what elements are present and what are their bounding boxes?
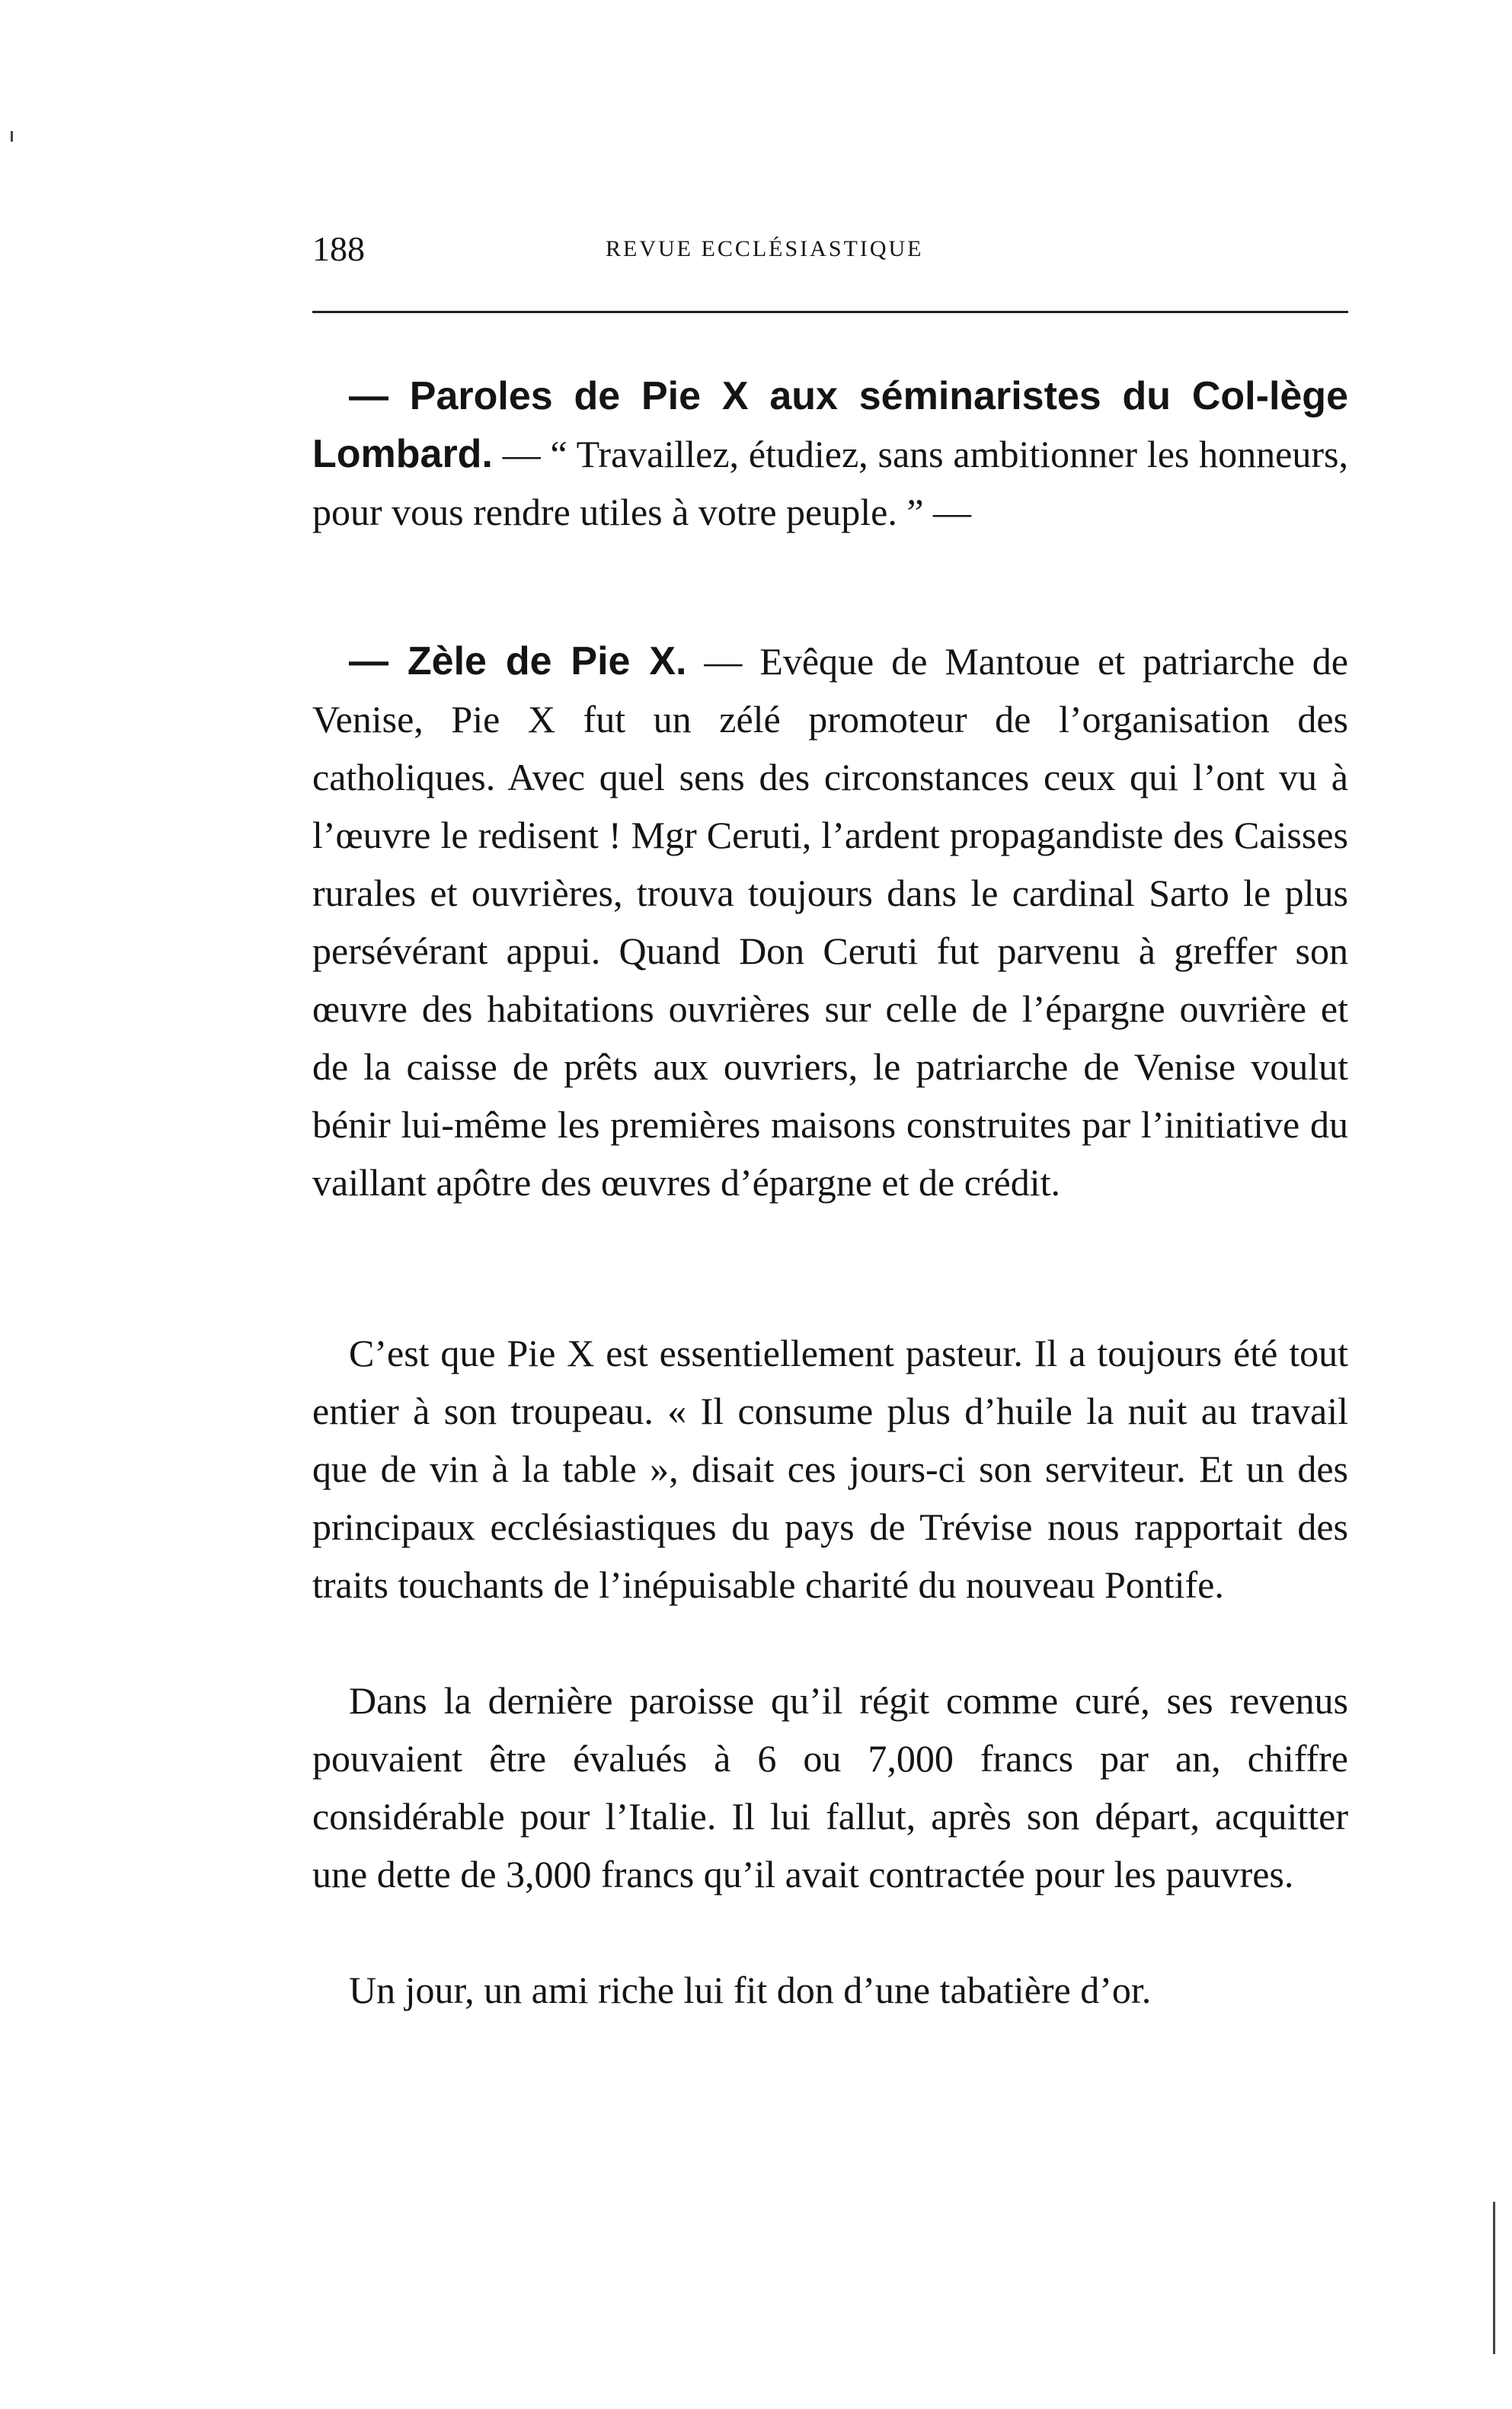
paragraph-body: — Evêque de Mantoue et patriarche de Venise, Pie X fut un zélé promoteur de l’organisation des catholiques. Avec quel sens des circonstances ceux qui l’ont vu à l’œuvre le redisent ! Mgr Ceruti, l’ardent propagandiste des Caisses rurales et ouvrières, trouva toujours dans le cardinal Sarto le plus persévérant appui. Quand Don Ceruti fut parvenu à greffer son œuvre des habitations ouvrières sur celle de l’épargne ouvrière et de la caisse de prêts aux ouvriers, le patriarche de Venise voulut bénir lui-même les premières maisons construites par l’initiative du vaillant apôtre des œuvres d’épargne et de crédit. xyxy=(312,640,1348,1204)
running-head: REVUE ECCLÉSIASTIQUE xyxy=(606,236,924,261)
page-number: 188 xyxy=(312,229,365,268)
page-header xyxy=(312,229,1348,274)
paragraph-paroisse xyxy=(312,1672,1348,1903)
paragraph-body: C’est que Pie X est essentiellement pasteur. Il a toujours été tout entier à son troupeau. « Il consume plus d’huile la nuit au travail que de vin à la table », disait ces jours-ci son serviteur. Et un des principaux ecclésiastiques du pays de Trévise nous rapportait des traits touchants de l’inépuisable charité du nouveau Pontife. xyxy=(312,1332,1348,1606)
paragraph-zele xyxy=(312,632,1348,1211)
section-heading: — Paroles de Pie X aux séminaristes du Col-lège Lombard. xyxy=(312,374,1348,476)
header-rule xyxy=(312,311,1348,313)
scan-edge-mark xyxy=(1493,2202,1495,2354)
paragraph-paroles xyxy=(312,367,1348,541)
paragraph-tabatiere xyxy=(312,1961,1348,2019)
paragraph-body: Dans la dernière paroisse qu’il régit comme curé, ses revenus pouvaient être évalués à 6 ou 7,000 francs par an, chiffre considérable pour l’Italie. Il lui fallut, après son départ, acquitter une dette de 3,000 francs qu’il avait contractée pour les pauvres. xyxy=(312,1679,1348,1896)
paragraph-pasteur xyxy=(312,1324,1348,1614)
section-heading: — Zèle de Pie X. xyxy=(349,639,687,683)
paragraph-body: Un jour, un ami riche lui fit don d’une tabatière d’or. xyxy=(349,1969,1152,2011)
scan-edge-mark xyxy=(11,131,13,142)
paragraph-body: — “ Travaillez, étudiez, sans ambitionner les honneurs, pour vous rendre utiles à votre peuple. ” — xyxy=(312,433,1348,533)
